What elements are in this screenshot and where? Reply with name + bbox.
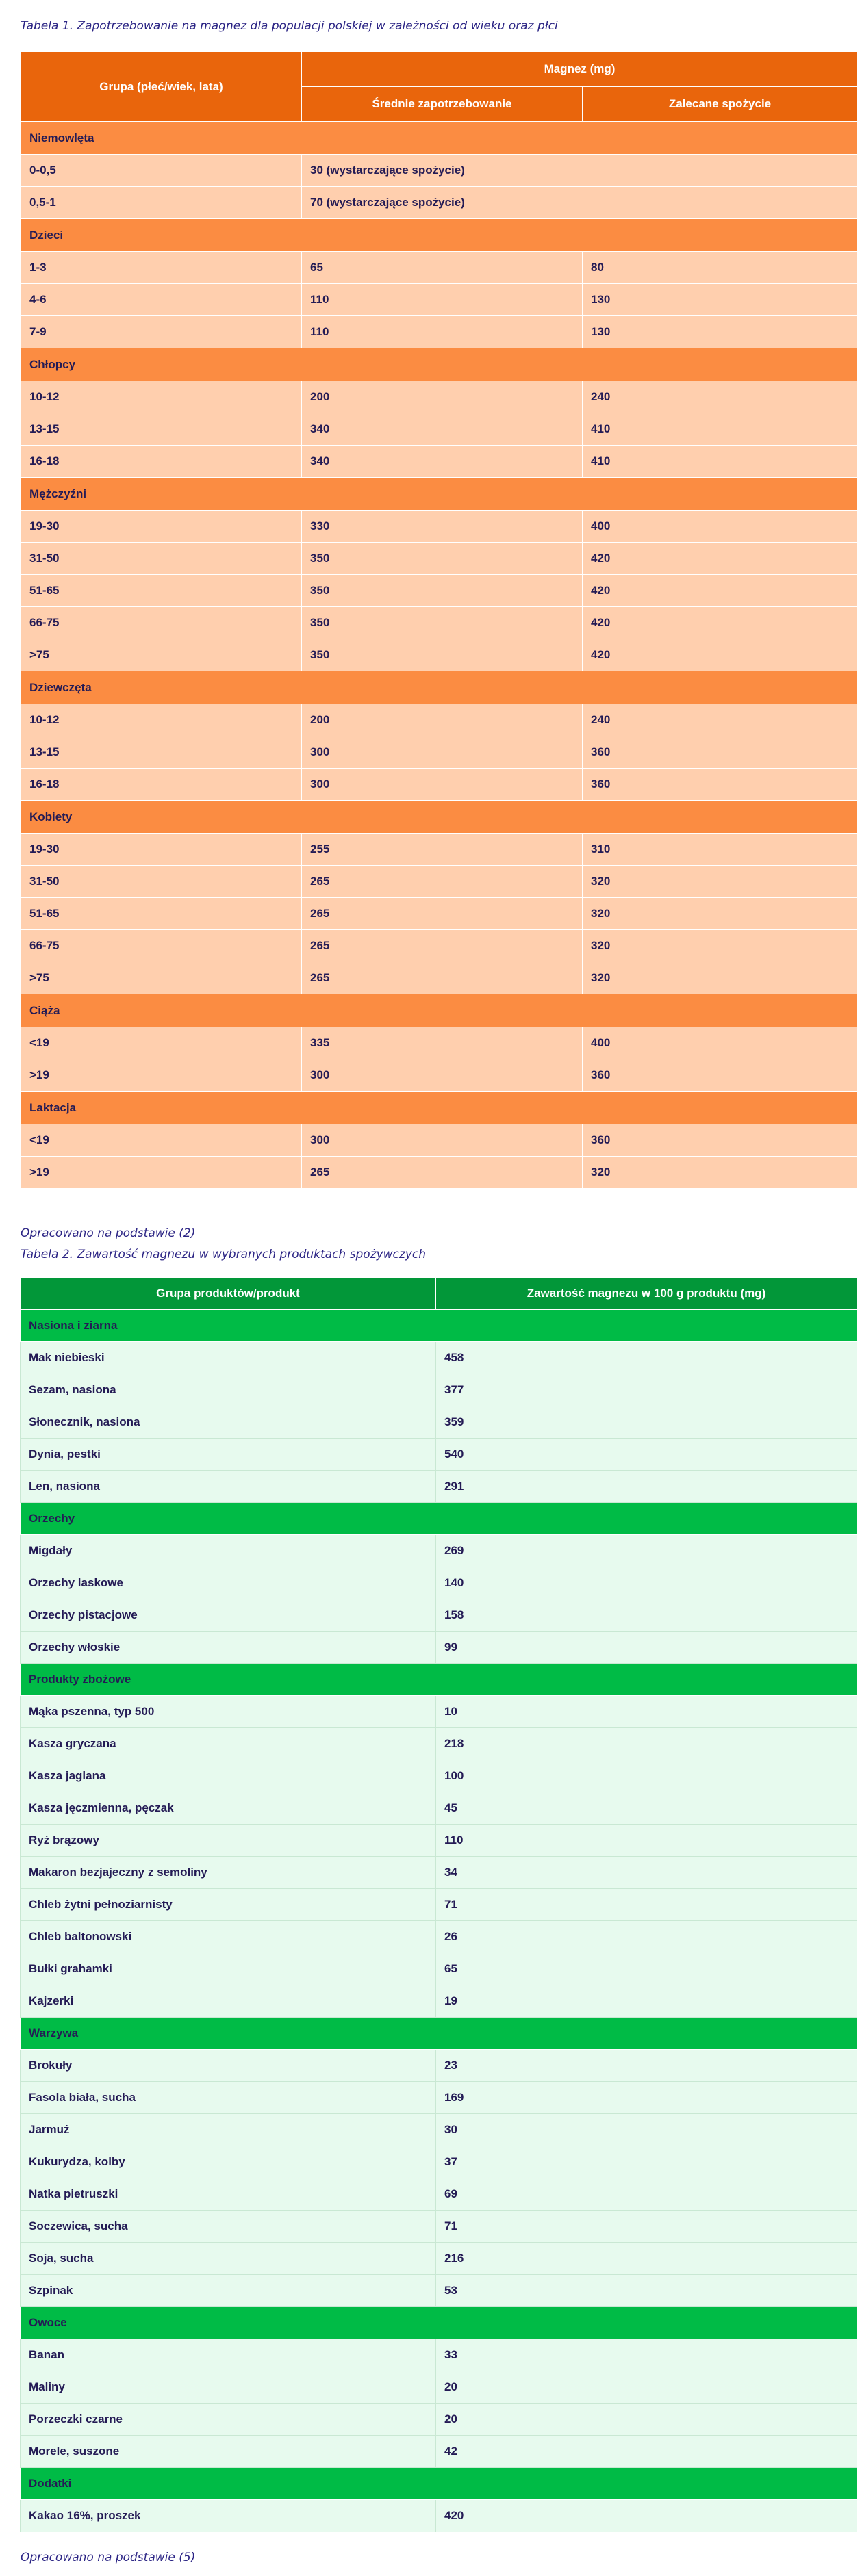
product-cell: Kakao 16%, proszek — [21, 2500, 436, 2532]
magnesium-value-cell: 458 — [436, 1342, 857, 1374]
product-cell: Fasola biała, sucha — [21, 2082, 436, 2114]
group-label: Niemowlęta — [21, 122, 858, 155]
header-magnez: Magnez (mg) — [302, 52, 858, 87]
group-label: Laktacja — [21, 1092, 858, 1124]
age-cell: >19 — [21, 1059, 302, 1092]
product-cell: Kajzerki — [21, 1985, 436, 2018]
age-cell: 19-30 — [21, 511, 302, 543]
group-row — [21, 671, 858, 704]
product-cell: Szpinak — [21, 2275, 436, 2307]
table1-caption: Tabela 1. Zapotrzebowanie na magnez dla populacji polskiej w zależności od wieku oraz płci — [21, 19, 558, 33]
group-label: Owoce — [21, 2307, 857, 2339]
average-requirement-cell: 265 — [302, 962, 583, 994]
product-cell: Migdały — [21, 1535, 436, 1567]
average-requirement-cell: 335 — [302, 1027, 583, 1059]
average-requirement-cell: 340 — [302, 446, 583, 478]
magnesium-value-cell: 158 — [436, 1599, 857, 1632]
table-row — [21, 1124, 858, 1157]
group-label: Dziewczęta — [21, 671, 858, 704]
magnesium-value-cell: 99 — [436, 1632, 857, 1664]
table-row — [21, 1059, 858, 1092]
table-row — [21, 1567, 857, 1599]
age-cell: 13-15 — [21, 736, 302, 769]
recommended-intake-cell: 360 — [583, 1124, 858, 1157]
table-row — [21, 2404, 857, 2436]
group-label: Chłopcy — [21, 348, 858, 381]
table-row — [21, 511, 858, 543]
table-row — [21, 1342, 857, 1374]
recommended-intake-cell: 320 — [583, 930, 858, 962]
age-cell: 16-18 — [21, 769, 302, 801]
product-cell: Brokuły — [21, 2050, 436, 2082]
recommended-intake-cell: 410 — [583, 446, 858, 478]
age-cell: 51-65 — [21, 575, 302, 607]
product-cell: Mąka pszenna, typ 500 — [21, 1696, 436, 1728]
average-requirement-cell: 200 — [302, 704, 583, 736]
table-row — [21, 2371, 857, 2404]
table-row — [21, 316, 858, 348]
magnesium-value-cell: 216 — [436, 2243, 857, 2275]
product-cell: Kukurydza, kolby — [21, 2146, 436, 2178]
table-row — [21, 2243, 857, 2275]
average-requirement-cell: 300 — [302, 1124, 583, 1157]
table-row — [21, 187, 858, 219]
magnesium-value-cell: 20 — [436, 2404, 857, 2436]
table-row — [21, 834, 858, 866]
table-row — [21, 2275, 857, 2307]
table-row — [21, 2339, 857, 2371]
age-cell: 31-50 — [21, 543, 302, 575]
table-row — [21, 1157, 858, 1189]
magnesium-value-cell: 30 — [436, 2114, 857, 2146]
age-cell: 10-12 — [21, 381, 302, 413]
average-requirement-cell: 65 — [302, 252, 583, 284]
magnesium-value-cell: 53 — [436, 2275, 857, 2307]
average-requirement-cell: 350 — [302, 607, 583, 639]
product-cell: Chleb baltonowski — [21, 1921, 436, 1953]
magnesium-value-cell: 37 — [436, 2146, 857, 2178]
recommended-intake-cell: 320 — [583, 866, 858, 898]
table-row — [21, 413, 858, 446]
age-cell: 4-6 — [21, 284, 302, 316]
recommended-intake-cell: 400 — [583, 1027, 858, 1059]
average-requirement-cell: 255 — [302, 834, 583, 866]
age-cell: 66-75 — [21, 930, 302, 962]
recommended-intake-cell: 320 — [583, 962, 858, 994]
table-row — [21, 1439, 857, 1471]
age-cell: 31-50 — [21, 866, 302, 898]
table-row — [21, 769, 858, 801]
average-requirement-cell: 340 — [302, 413, 583, 446]
average-requirement-cell: 265 — [302, 1157, 583, 1189]
age-cell: 0-0,5 — [21, 155, 302, 187]
group-row — [21, 801, 858, 834]
age-cell: 0,5-1 — [21, 187, 302, 219]
age-cell: 19-30 — [21, 834, 302, 866]
magnesium-value-cell: 540 — [436, 1439, 857, 1471]
header-magnesium-content: Zawartość magnezu w 100 g produktu (mg) — [436, 1278, 857, 1310]
magnesium-content-table — [20, 1277, 857, 2532]
recommended-intake-cell: 320 — [583, 1157, 858, 1189]
table-row — [21, 704, 858, 736]
table-row — [21, 1471, 857, 1503]
table-row — [21, 2082, 857, 2114]
product-cell: Bułki grahamki — [21, 1953, 436, 1985]
header-average-requirement: Średnie zapotrzebowanie — [302, 87, 583, 122]
average-requirement-cell: 300 — [302, 736, 583, 769]
table-row — [21, 2178, 857, 2211]
group-label: Nasiona i ziarna — [21, 1310, 857, 1342]
recommended-intake-cell: 310 — [583, 834, 858, 866]
magnesium-value-cell: 218 — [436, 1728, 857, 1760]
table-row — [21, 1406, 857, 1439]
group-row — [21, 348, 858, 381]
product-cell: Porzeczki czarne — [21, 2404, 436, 2436]
product-cell: Orzechy włoskie — [21, 1632, 436, 1664]
age-cell: 10-12 — [21, 704, 302, 736]
header-recommended-intake: Zalecane spożycie — [583, 87, 858, 122]
magnesium-value-cell: 100 — [436, 1760, 857, 1792]
table-row — [21, 898, 858, 930]
group-label: Ciąża — [21, 994, 858, 1027]
group-row — [21, 1310, 857, 1342]
magnesium-value-cell: 377 — [436, 1374, 857, 1406]
magnesium-value-cell: 23 — [436, 2050, 857, 2082]
table-row — [21, 866, 858, 898]
table-row — [21, 446, 858, 478]
table-row — [21, 930, 858, 962]
product-cell: Makaron bezjajeczny z semoliny — [21, 1857, 436, 1889]
age-cell: 7-9 — [21, 316, 302, 348]
table-row — [21, 1632, 857, 1664]
age-cell: >75 — [21, 639, 302, 671]
product-cell: Słonecznik, nasiona — [21, 1406, 436, 1439]
table-row — [21, 1728, 857, 1760]
group-row — [21, 219, 858, 252]
magnesium-value-cell: 420 — [436, 2500, 857, 2532]
magnesium-value-cell: 269 — [436, 1535, 857, 1567]
group-row — [21, 994, 858, 1027]
header-group: Grupa (płeć/wiek, lata) — [21, 52, 302, 122]
recommended-intake-cell: 320 — [583, 898, 858, 930]
average-requirement-cell: 300 — [302, 769, 583, 801]
table-row — [21, 2500, 857, 2532]
table-row — [21, 2114, 857, 2146]
table-row — [21, 1953, 857, 1985]
table-row — [21, 607, 858, 639]
product-cell: Ryż brązowy — [21, 1825, 436, 1857]
table-row — [21, 962, 858, 994]
product-cell: Sezam, nasiona — [21, 1374, 436, 1406]
group-row — [21, 1503, 857, 1535]
header-product: Grupa produktów/produkt — [21, 1278, 436, 1310]
group-row — [21, 122, 858, 155]
recommended-intake-cell: 360 — [583, 769, 858, 801]
magnesium-value-cell: 19 — [436, 1985, 857, 2018]
magnesium-value-cell: 110 — [436, 1825, 857, 1857]
table-row — [21, 252, 858, 284]
magnesium-value-cell: 20 — [436, 2371, 857, 2404]
table-row — [21, 736, 858, 769]
product-cell: Kasza gryczana — [21, 1728, 436, 1760]
product-cell: Maliny — [21, 2371, 436, 2404]
table-row — [21, 2146, 857, 2178]
table-row — [21, 1027, 858, 1059]
recommended-intake-cell: 420 — [583, 543, 858, 575]
age-cell: >75 — [21, 962, 302, 994]
table-row — [21, 1696, 857, 1728]
group-label: Warzywa — [21, 2018, 857, 2050]
average-requirement-cell: 265 — [302, 898, 583, 930]
magnesium-value-cell: 71 — [436, 1889, 857, 1921]
magnesium-requirements-table — [21, 51, 858, 1189]
recommended-intake-cell: 420 — [583, 575, 858, 607]
magnesium-value-cell: 42 — [436, 2436, 857, 2468]
age-cell: <19 — [21, 1124, 302, 1157]
product-cell: Kasza jaglana — [21, 1760, 436, 1792]
age-cell: 16-18 — [21, 446, 302, 478]
table2-caption: Tabela 2. Zawartość magnezu w wybranych produktach spożywczych — [21, 1248, 427, 1261]
average-requirement-cell: 350 — [302, 639, 583, 671]
average-requirement-cell: 300 — [302, 1059, 583, 1092]
magnesium-value-cell: 169 — [436, 2082, 857, 2114]
recommended-intake-cell: 360 — [583, 1059, 858, 1092]
group-row — [21, 2468, 857, 2500]
table-row — [21, 1535, 857, 1567]
age-cell: 13-15 — [21, 413, 302, 446]
magnesium-value-cell: 69 — [436, 2178, 857, 2211]
recommended-intake-cell: 420 — [583, 607, 858, 639]
recommended-intake-cell: 410 — [583, 413, 858, 446]
recommended-intake-cell: 400 — [583, 511, 858, 543]
table-row — [21, 2050, 857, 2082]
table-row — [21, 284, 858, 316]
product-cell: Jarmuż — [21, 2114, 436, 2146]
table-row — [21, 1825, 857, 1857]
magnesium-value-cell: 359 — [436, 1406, 857, 1439]
average-requirement-cell: 350 — [302, 575, 583, 607]
table-row — [21, 1921, 857, 1953]
group-label: Mężczyźni — [21, 478, 858, 511]
table-row — [21, 2211, 857, 2243]
product-cell: Len, nasiona — [21, 1471, 436, 1503]
average-requirement-cell: 110 — [302, 284, 583, 316]
group-row — [21, 2307, 857, 2339]
product-cell: Soja, sucha — [21, 2243, 436, 2275]
recommended-intake-cell: 240 — [583, 381, 858, 413]
group-row — [21, 478, 858, 511]
average-requirement-cell: 110 — [302, 316, 583, 348]
table-row — [21, 1985, 857, 2018]
average-requirement-cell: 30 (wystarczające spożycie) — [302, 155, 858, 187]
magnesium-value-cell: 65 — [436, 1953, 857, 1985]
table-row — [21, 1792, 857, 1825]
recommended-intake-cell: 80 — [583, 252, 858, 284]
recommended-intake-cell: 240 — [583, 704, 858, 736]
product-cell: Orzechy laskowe — [21, 1567, 436, 1599]
table-row — [21, 1857, 857, 1889]
magnesium-value-cell: 291 — [436, 1471, 857, 1503]
table-row — [21, 2436, 857, 2468]
average-requirement-cell: 70 (wystarczające spożycie) — [302, 187, 858, 219]
product-cell: Natka pietruszki — [21, 2178, 436, 2211]
table2-source: Opracowano na podstawie (5) — [21, 2551, 196, 2564]
table-row — [21, 575, 858, 607]
group-label: Kobiety — [21, 801, 858, 834]
age-cell: 51-65 — [21, 898, 302, 930]
recommended-intake-cell: 130 — [583, 284, 858, 316]
product-cell: Morele, suszone — [21, 2436, 436, 2468]
magnesium-value-cell: 33 — [436, 2339, 857, 2371]
group-label: Dodatki — [21, 2468, 857, 2500]
table-row — [21, 639, 858, 671]
table-row — [21, 1599, 857, 1632]
average-requirement-cell: 265 — [302, 866, 583, 898]
age-cell: 66-75 — [21, 607, 302, 639]
magnesium-value-cell: 26 — [436, 1921, 857, 1953]
group-label: Orzechy — [21, 1503, 857, 1535]
product-cell: Chleb żytni pełnoziarnisty — [21, 1889, 436, 1921]
recommended-intake-cell: 420 — [583, 639, 858, 671]
magnesium-value-cell: 140 — [436, 1567, 857, 1599]
group-row — [21, 2018, 857, 2050]
table-row — [21, 1889, 857, 1921]
average-requirement-cell: 350 — [302, 543, 583, 575]
product-cell: Kasza jęczmienna, pęczak — [21, 1792, 436, 1825]
group-label: Produkty zbożowe — [21, 1664, 857, 1696]
age-cell: >19 — [21, 1157, 302, 1189]
product-cell: Dynia, pestki — [21, 1439, 436, 1471]
magnesium-value-cell: 34 — [436, 1857, 857, 1889]
average-requirement-cell: 265 — [302, 930, 583, 962]
table-row — [21, 1760, 857, 1792]
recommended-intake-cell: 360 — [583, 736, 858, 769]
product-cell: Soczewica, sucha — [21, 2211, 436, 2243]
group-label: Dzieci — [21, 219, 858, 252]
group-row — [21, 1664, 857, 1696]
magnesium-value-cell: 10 — [436, 1696, 857, 1728]
magnesium-value-cell: 71 — [436, 2211, 857, 2243]
product-cell: Banan — [21, 2339, 436, 2371]
magnesium-value-cell: 45 — [436, 1792, 857, 1825]
group-row — [21, 1092, 858, 1124]
product-cell: Orzechy pistacjowe — [21, 1599, 436, 1632]
recommended-intake-cell: 130 — [583, 316, 858, 348]
average-requirement-cell: 330 — [302, 511, 583, 543]
age-cell: 1-3 — [21, 252, 302, 284]
table-row — [21, 1374, 857, 1406]
table-row — [21, 155, 858, 187]
product-cell: Mak niebieski — [21, 1342, 436, 1374]
age-cell: <19 — [21, 1027, 302, 1059]
table-row — [21, 543, 858, 575]
table-row — [21, 381, 858, 413]
average-requirement-cell: 200 — [302, 381, 583, 413]
table1-source: Opracowano na podstawie (2) — [21, 1226, 196, 1240]
